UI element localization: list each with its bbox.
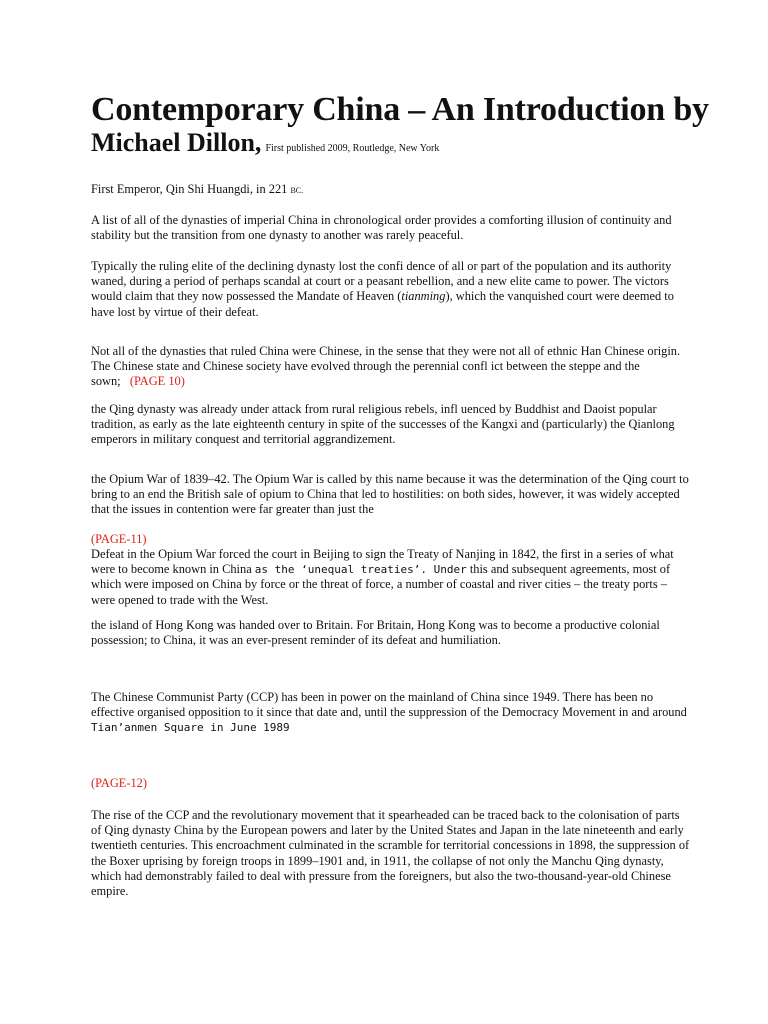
paragraph-treaty-nanjing	[91, 547, 691, 608]
paragraph-ruling-elite	[91, 259, 691, 320]
paragraph-text: Not all of the dynasties that ruled China were Chinese, in the sense that they were not all of ethnic Han Chinese origin. The Chinese state and Chinese society have evolved through the perennial confl ict between the steppe and the sown;	[91, 344, 681, 389]
paragraph-ccp-power	[91, 690, 691, 736]
paragraph-opium-war: the Opium War of 1839–42. The Opium War is called by this name because it was the determination of the Qing court to bring to an end the British sale of opium to China that led to hostilities: on both sides, however, it was widely accepted that the issues in contention were far greater than just the	[91, 472, 689, 517]
paragraph-text: Typically the ruling elite of the declining dynasty lost the confi dence of all or part of the population and its authority waned, during a period of perhaps scandal at court or a peasant rebellion, and a new elite came to power. The victors would claim that they now possessed the Mandate of Heaven (	[91, 259, 672, 304]
italic-term: tianming	[401, 289, 446, 304]
publication-info: First published 2009, Routledge, New York	[265, 143, 440, 154]
document-subtitle	[91, 128, 439, 164]
bc-abbreviation: BC.	[290, 186, 304, 195]
page-marker: (PAGE-11)	[91, 532, 147, 546]
paragraph-not-all-chinese	[91, 344, 691, 390]
paragraph-hong-kong: the island of Hong Kong was handed over to Britain. For Britain, Hong Kong was to become a productive colonial possession; to China, it was an ever-present reminder of its defeat and humiliation.	[91, 618, 660, 648]
paragraph-dynasties-list: A list of all of the dynasties of imperial China in chronological order provides a comforting illusion of continuity and stability but the transition from one dynasty to another was rarely peaceful.	[91, 213, 672, 243]
paragraph-qing-rebels: the Qing dynasty was already under attack from rural religious rebels, infl uenced by Buddhist and Daoist popular tradition, as early as the late eighteenth century in spite of the successes of the Kangxi and (particularly) the Qianlong emperors in military conquest and territorial aggrandizement.	[91, 402, 675, 447]
monospace-phrase: as the ‘unequal treaties’. Under	[254, 563, 467, 577]
paragraph-text: ), which the vanquished court were deemed to have lost by virtue of their defeat.	[91, 289, 674, 319]
paragraph-text: First Emperor, Qin Shi Huangdi, in 221	[91, 182, 291, 196]
paragraph-rise-of-ccp: The rise of the CCP and the revolutionary movement that it spearheaded can be traced back to the colonisation of parts of Qing dynasty China by the European powers and later by the United States and Japan in the late nineteenth and early twentieth centuries. This encroachment culminated in the scramble for territorial concessions in 1898, the suppression of the Boxer uprising by foreign troops in 1899–1901 and, in 1911, the collapse of not only the Manchu Qing dynasty, which had demonstrably failed to deal with pressure from the foreigners, but also the two-thousand-year-old Chinese empire.	[91, 808, 690, 899]
paragraph-text: this and subsequent agreements, most of which were imposed on China by force or the threat of force, a number of coastal and river cities – the treaty ports – were opened to trade with the West.	[91, 562, 671, 607]
page-marker: (PAGE-12)	[91, 776, 147, 790]
page-marker: (PAGE 10)	[129, 374, 185, 389]
document-title: Contemporary China – An Introduction by	[91, 91, 709, 128]
paragraph-first-emperor	[91, 182, 691, 198]
monospace-phrase: Tian’anmen Square in June 1989	[91, 721, 290, 735]
paragraph-text: The Chinese Communist Party (CCP) has been in power on the mainland of China since 1949. There has been no effective organised opposition to it since that date and, until the suppression of the Democracy Movement in and around	[91, 690, 687, 720]
paragraph-text: Defeat in the Opium War forced the court in Beijing to sign the Treaty of Nanjing in 1842, the first in a series of what were to become known in China	[91, 547, 674, 577]
author-name: Michael Dillon,	[91, 128, 262, 157]
